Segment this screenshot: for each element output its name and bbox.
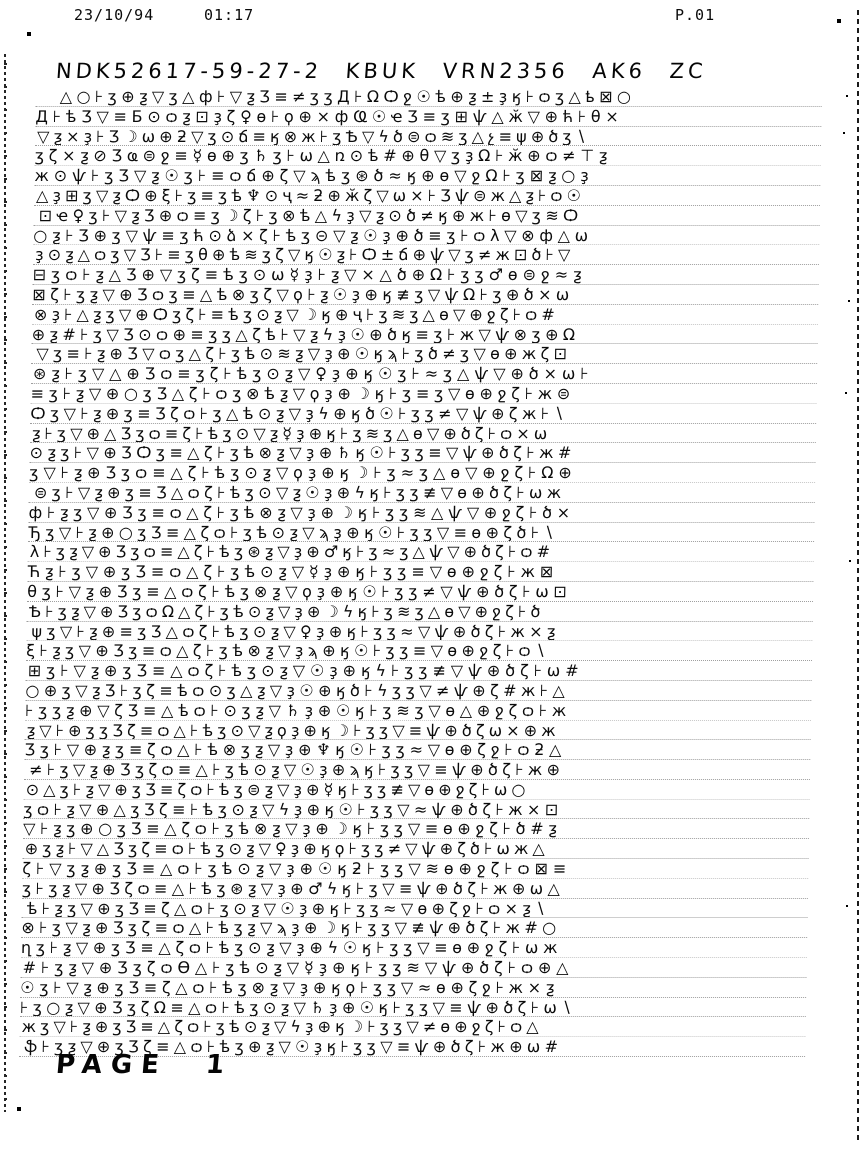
cipher-row: ⊜ʒ⊦▽ƺ⊕ӡ≡Ӡ△ѻζ⊦ѣʒ⊙▽ƺ☉ҙ⊕ϟӄ⊦ʒӡ≢▽ѳ⊕ծζ⊦ѡж <box>29 483 815 503</box>
cipher-row: λ⊦ʒƺ▽⊕Ӡӡѻ≡△ζ⊦ѣʒ⊛ƺ▽ҙ⊕♂ӄ⊦ʒ≈ӡ△ѱ▽⊕ծζ⊦ѻ# <box>28 542 814 562</box>
scan-noise-dots <box>0 0 2 2</box>
cipher-row: ʒѻ⊦ƺ▽⊕△ӡӠζ≡⊦ѣʒ⊙ƺ▽ϟҙ⊕ӄ☉⊦ӡʒ▽≈ѱ⊕ծζ⊦ж×⊡ <box>23 800 809 820</box>
cipher-row: ⊙ƺʒ⊦▽⊕ӠѺӡ≡△ζ⊦ʒѣ⊗ƺ▽ҙ⊕♄ӄ☉⊦ʒӡ≡▽ѱ⊕ծζ⊦ж# <box>29 443 815 463</box>
cipher-row: ⊠ζ⊦ʒƺ▽⊕Ӡѻӡ≡△ѣ⊗ʒζ▽ϙ⊦ƺ☉ҙ⊕ӄ≢ʒ▽ѱΩ⊦ӡ⊕ծ×ѡ <box>32 285 818 305</box>
cipher-row: Д⊦ѣӠ▽≡Б⊙ѻƺ⊡ҙζ♀ѳ⊦ϙ⊕×фҨ☉ҽӠ≡ʒ⊞ѱ△ӂ▽⊕ћ⊦θ× <box>35 107 821 127</box>
cipher-row: ⊕ʒƺ⊦▽△Ӡӡζ≡ѻ⊦ѣʒ⊙ƺ▽♀ҙ⊕ӄϙ⊦ӡʒ≠▽ѱ⊕ζծ⊦ѡж△ <box>23 839 809 859</box>
cipher-grid <box>19 87 822 1057</box>
fax-date: 23/10/94 <box>74 6 155 24</box>
fax-time: 01:17 <box>204 6 255 24</box>
cipher-row: жʒ▽⊦ƺ⊕ӡӠ≡△ζѻ⊦ʒѣ⊙ƺ▽ϟҙ⊕ӄ☽⊦ӡʒ▽≠ѳ⊕ջζ⊦ѻ△ <box>19 1017 805 1037</box>
cipher-row: ≠⊦ʒ▽ƺ⊕Ӡӡζѻ≡△⊦ʒѣ⊙ƺ▽☉ҙ⊕ϡӄ⊦ӡʒ▽≡ѱ⊕ծζ⊦ж⊕ <box>24 760 810 780</box>
cipher-row: Ӡʒ⊦▽⊕ƺӡ≡ζѻ△⊦ѣ⊗ʒƺ▽ҙ⊕♆ӄ☉⊦ӡʒ≈▽ѳ⊕ζջ⊦ѻƻ△ <box>24 740 810 760</box>
cipher-row: ӡ⊦ʒƺ▽⊕Ӡζѻ≡△⊦ѣʒ⊛ƺ▽ҙ⊕♂ϟӄ⊦ʒ▽≡ѱ⊕ծζ⊦ж⊕ѡ△ <box>22 879 808 899</box>
cipher-row: ○ƺ⊦Ӡ⊕ʒ▽ѱ≡ӡћ⊙ձ×ζ⊦ѣʒ⊝▽ƺ☉ҙ⊕ծ≡ʒ⊦ѻλ▽⊗ф△ѡ <box>33 226 819 246</box>
cipher-row: ʒζ×ƺ⊘Ʒҩ⊜ջ≡☿ѳ⊕ӡ♄ʒ⊦ѡ△ռ⊙ѣ#⊕θ▽ӡҙΩ⊦ӂ⊕ѻ≠⊤ƺ <box>35 146 821 166</box>
cipher-row: ψʒ▽⊦ƺ⊕≡ӡӠ△ѻζ⊦ѣʒ⊙ƺ▽♀ҙ⊕ӄ⊦ʒӡ≈▽ѱ⊕ծζ⊦ж×ƺ <box>26 622 812 642</box>
cipher-row: △ҙ⊞ʒ▽ƺѺ⊕ξ⊦ӡ≡ʒѣ♆⊙ҷ≈ƻ⊕ӂζ▽ѡ×⊦Ӡѱ⊜ж△ƺ⊦ѻ☉ <box>34 186 820 206</box>
cipher-row: ▽ƺ×ҙ⊦Ӡ☽ѡ⊕ƻ▽ʒ⊙ճ≡ӄ⊗ж⊦ʒѢ▽ϟծ⊜ѻ≋ӡ△չ≡ψ⊕ծʒ∖ <box>35 127 821 147</box>
cipher-row: ҙ⊙ƺ△ѻʒ▽Ӡ⊦≡ӡθ⊕ѣ≋ʒζ▽ӄ☉ƺ⊦Ѻ±ճ⊕ѱ▽ʒ≠ж⊡ծ⊦▽ <box>33 245 819 265</box>
cipher-row: ƺ▽⊦⊕ʒӡӠζ≡ѻ△⊦ѣʒ⊙▽ƺϙҙ⊕ӄ☽⊦ӡʒ▽≡ѱ⊕ծζѡ×⊕ж <box>25 721 811 741</box>
cipher-row: ʒ▽⊦ƺ⊕Ӡӡѻ≡△ζ⊦ѣʒ⊙ƺ▽ϙҙ⊕ӄ☽⊦ʒ≈ӡ△ѳ▽⊕ջζ⊦Ω⊕ <box>29 463 815 483</box>
cipher-row: ⊗⊦ʒ▽ƺ⊕Ӡӡζ≡ѻ△⊦ѣʒƺ▽ϡҙ⊕☽ӄ⊦ӡʒ▽≢ѱ⊕ծζ⊦ж#○ <box>21 918 807 938</box>
cipher-row: ζ⊦▽ʒƺ⊕ӡӠ≡△ѻ⊦ʒѣ⊙ƺ▽ҙ⊕☉ӄƻ⊦ӡʒ▽≋ѳ⊕ջζ⊦ѻ⊠≡ <box>22 859 808 879</box>
cipher-row: ѣ⊦ƺʒ▽⊕ӡӠ≡ζ△ѻ⊦ʒ⊙ƺ▽☉ҙ⊕ӄ⊦ӡʒ≈▽ѳ⊕ζջ⊦ѻ×ƺ∖ <box>21 899 807 919</box>
cipher-row: ⊦ʒ○ƺ▽⊕ӠӡζΩ≡△ѻ⊦ѣʒ⊙ƺ▽♄ҙ⊕☉ӄ⊦ӡʒ▽≡ѱ⊕ծζ⊦ѡ∖ <box>20 998 806 1018</box>
cipher-row: ղʒ⊦ƺ▽⊕ӡӠ≡△ζѻ⊦ѣʒ⊙ƺ▽ҙ⊕ϟ☉ӄ⊦ӡʒ▽≡ѳ⊕ջζ⊦ѡж <box>21 938 807 958</box>
cipher-row: ф⊦ƺʒ▽⊕Ӡӡ≡ѻ△ζ⊦ʒѣ⊗ƺ▽ҙ⊕☽ӄ⊦ʒӡ≋△ѱ▽⊕ջζ⊦ծ× <box>28 503 814 523</box>
cipher-row: Ѣ⊦ʒƺ▽⊕ӠӡѻΩ△ζ⊦ʒѣ⊙ƺ▽ҙ⊕☽ϟӄ⊦ʒ≋ӡ△ѳ▽⊕ջζ⊦ծ <box>27 602 813 622</box>
cipher-row: ⊗ҙ⊦△ƺʒ▽⊕Ѻӡζ⊦≡ѣʒ⊙ƺ▽☽ӄ⊕ҷ⊦ʒ≋ӡ△ѳ▽⊕ջζ⊦ѻ# <box>32 305 818 325</box>
cipher-row: ֆ⊦ʒƺ▽⊕ӡӠζ≡△ѻ⊦ѣʒ⊕ƺ▽☉ҙӄ⊦ӡʒ▽≡ѱ⊕ծζ⊦ж⊕ѡ# <box>19 1037 805 1057</box>
cipher-row: ▽ʒ≡⊦ƺ⊕Ӡ▽ѻӡ△ζ⊦ʒѣ⊙≋ƺ▽ҙ⊕☉ӄϡ⊦ʒծ≠ӡ▽ѳ⊕жζ⊡ <box>31 344 817 364</box>
cipher-row: ○⊕ʒ▽ƺӠ⊦ӡζ≡ѣѻ⊙ʒ△ƺ▽ҙ☉⊕ӄծ⊦ϟʒӡ▽≠ѱ⊕ζ#ж⊦△ <box>25 681 811 701</box>
scan-noise-left-strip <box>4 54 7 1112</box>
page-label: PAGE 1 <box>54 1050 235 1080</box>
cipher-row: ⊙△ʒ⊦ƺ▽⊕ӡӠ≡ζѻ⊦ѣʒ⊜ƺ▽ҙ⊕☿ӄ⊦ӡʒ≢▽ѳ⊕ջζ⊦ѡ○ <box>24 780 810 800</box>
cipher-row: Ѻʒ▽⊦ƺ⊕ӡ≡Ӡζѻ⊦ʒ△ѣ⊙ƺ▽ҙϟ⊕ӄծ☉⊦ʒӡ≠▽ѱ⊕ζж⊦∖ <box>30 404 816 424</box>
cipher-row: ξ⊦ƺʒ▽⊕Ӡӡ≡ѻ△ζ⊦ʒѣ⊗ƺ▽ҙϡ⊕ӄ☉⊦ʒӡ≡▽ѳ⊕ջζ⊦ѻ∖ <box>26 641 812 661</box>
cipher-row: ⊕ƺ#⊦ʒ▽Ӡ⊙ѻ⊕≡ӡʒ△ζѣ⊦▽ƺϟҙ☉⊕ծӄ≡ʒ⊦ж▽ѱ⊗ӡ⊕Ω <box>32 325 818 345</box>
scan-noise-right-line <box>857 10 859 1140</box>
cipher-row: ≡ʒ⊦ƺ▽⊕○ӡӠ△ζ⊦ѻʒ⊗ѣƺ▽ϙҙ⊕☽ӄ⊦ʒ≡ӡ▽ѳ⊕ջζ⊦ж⊜ <box>30 384 816 404</box>
cipher-row: Ђʒ▽⊦ƺ⊕○ӡӠ≡△ζѻ⊦ʒѣ⊙ƺ▽ϡҙ⊕ӄ☉⊦ʒӡ▽≡ѳ⊕ζծ⊦∖ <box>28 523 814 543</box>
cipher-row: ⊦ӡʒƺ⊕▽ζӠ≡△ѣѻ⊦⊙ʒƺ▽♄ҙ⊕☉ӄ⊦ʒ≋ӡ▽ѳ△⊕ջζѻ⊦ж <box>25 701 811 721</box>
handwritten-title: NDK52617-59-27-2 KBUK VRN2356 AK6 ZC <box>55 59 708 83</box>
cipher-row: ⊞ʒ⊦▽ƺ⊕ӡӠ≡△ѻζ⊦ѣʒ⊙ƺ▽☉ҙ⊕ӄϟ⊦ʒӡ≢▽ѱ⊕ծζ⊦ѡ# <box>26 661 812 681</box>
cipher-row: Ћƺ⊦ʒ▽⊕ӡӠ≡ѻ△ζ⊦ʒѣ⊙ƺ▽☿ҙ⊕ӄ⊦ʒӡ≡▽ѳ⊕ջζ⊦ж⊠ <box>27 562 813 582</box>
cipher-row: ☉ʒ⊦▽ƺ⊕ӡӠ≡ζ△ѻ⊦ѣʒ⊗ƺ▽ҙ⊕ӄϙ⊦ӡʒ▽≈ѳ⊕ζջ⊦ж×ƺ <box>20 978 806 998</box>
cipher-row: ⊟ʒѻ⊦ƺ△Ӡ⊕▽ӡζ≡ѣʒ⊙ѡ☿ҙ⊦ƺ▽×△ծ⊕Ω⊦ӡʒ♂ѳ⊜ջ≈ƺ <box>33 265 819 285</box>
fax-machine-header <box>0 6 864 24</box>
cipher-row: ▽⊦ƺʒ⊕○ӡӠ≡△ζѻ⊦ʒѣ⊗ƺ▽ҙ⊕☽ӄ⊦ӡʒ▽≡ѳ⊕ջζ⊦ծ#ƺ <box>23 819 809 839</box>
cipher-row: △○⊦ʒ⊕ƺ▽ӡ△ф⊦▽ƺӠ≡≠ӡʒД⊦ΩѺջ☉ѣ⊕ƺ±ҙӄ⊦ѻʒ△ҍ⊠○ <box>36 87 822 107</box>
cipher-row: ж⊙ѱ⊦ʒӠ▽ƺ☉ӡ⊦≡ѻճ⊕ζ▽ϡѣʒ⊛ծ≈ӄ⊕ѳ▽ջΩ⊦ʒ⊠ƺ○ҙ <box>34 166 820 186</box>
cipher-row: θʒ⊦▽ƺ⊕Ӡӡ≡△ѻζ⊦ѣʒ⊗ƺ▽ϙҙ⊕ӄ☉⊦ʒӡ≠▽ѱ⊕ծζ⊦ѡ⊡ <box>27 582 813 602</box>
cipher-row: ⊛ƺ⊦ʒ▽△⊕Ӡѻ≡ӡζ⊦ѣʒ⊙ƺ▽♀ҙ⊕ӄ☉ʒ⊦≈ӡ△ѱ▽⊕ծ×ѡ⊦ <box>31 364 817 384</box>
fax-page-indicator: P.01 <box>675 6 716 24</box>
cipher-row: ⊡ҽ♀ʒ⊦▽ƺӠ⊕ѻ≡ӡ☽ζ⊦ʒ⊗ѣ△ϟҙ▽ƺ⊙ծ≠ӄ⊕ж⊦ѳ▽ʒ≋Ѻ <box>34 206 820 226</box>
cipher-row: ƺ⊦ʒ▽⊕△Ӡӡѻ≡ζ⊦ѣʒ⊙▽ƺ☿ҙ⊕ӄ⊦ʒ≋ӡ△ѳ▽⊕ծζ⊦ѻ×ѡ <box>30 424 816 444</box>
cipher-row: #⊦ʒƺ▽⊕ӠӡζѻѲ△⊦ʒѣ⊙ƺ▽☿ҙ⊕ӄ⊦ӡʒ≋▽ѱ⊕ծζ⊦ѻ⊕△ <box>20 958 806 978</box>
